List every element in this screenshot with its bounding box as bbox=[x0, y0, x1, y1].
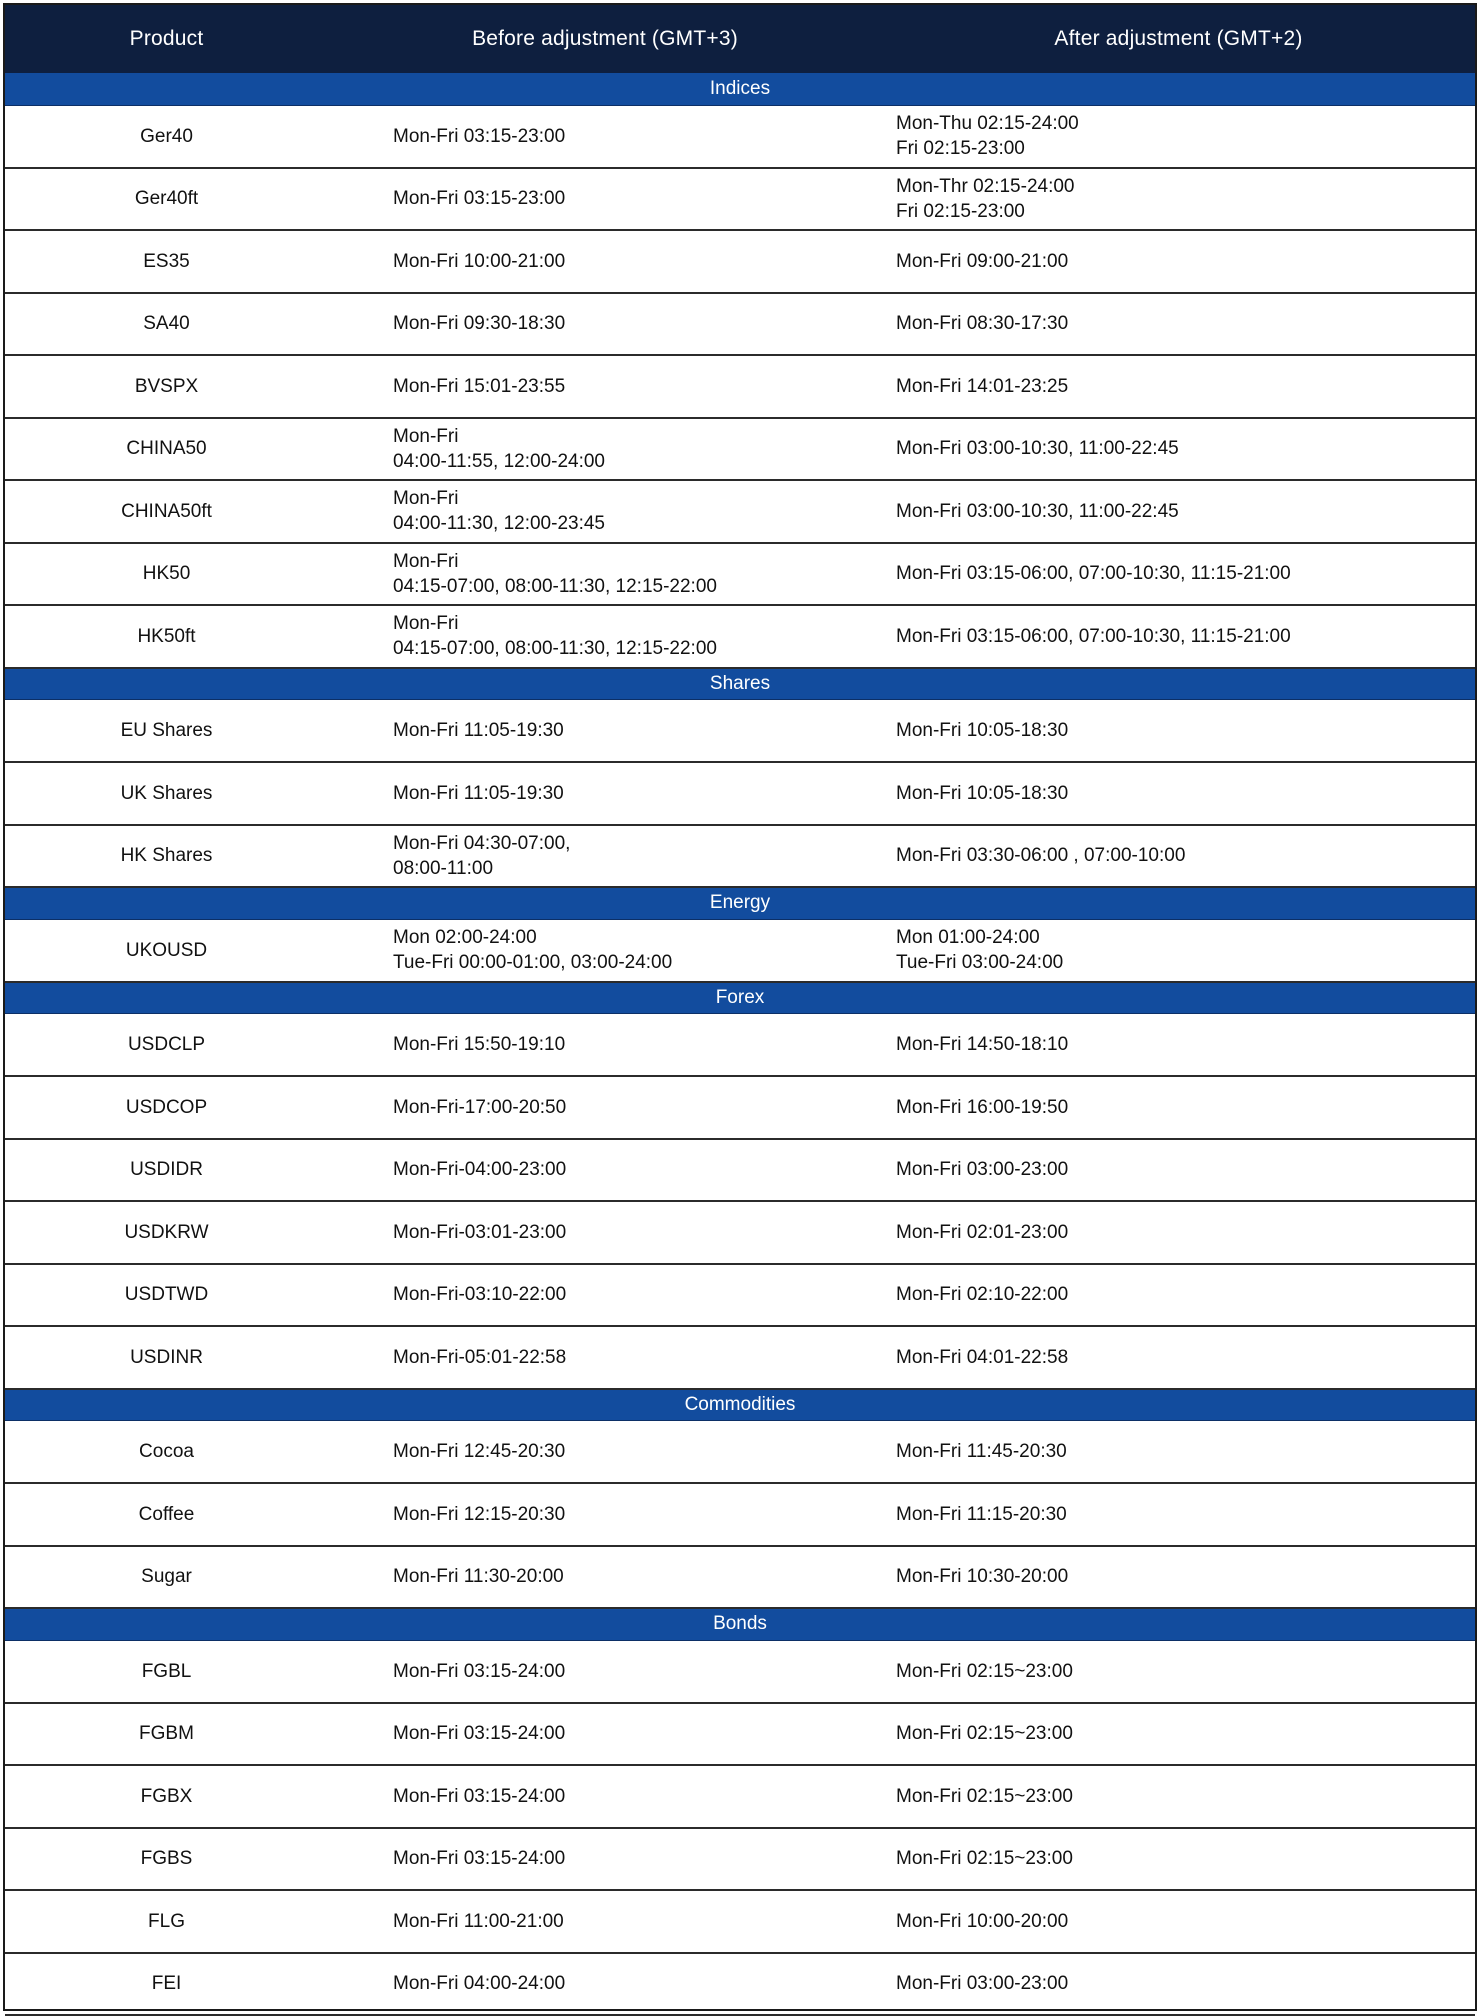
after-adjustment-cell: Mon-Fri 08:30-17:30 bbox=[882, 293, 1475, 356]
section-header-row bbox=[5, 982, 1475, 1014]
before-adjustment-cell: Mon-Fri-03:01-23:00 bbox=[328, 1201, 882, 1264]
table-row bbox=[5, 1139, 1475, 1202]
product-cell: CHINA50 bbox=[5, 418, 328, 481]
section-title: Indices bbox=[5, 73, 1475, 105]
after-adjustment-cell: Mon-Fri 10:05-18:30 bbox=[882, 762, 1475, 825]
after-adjustment-cell: Mon-Fri 14:50-18:10 bbox=[882, 1014, 1475, 1077]
product-cell: ES35 bbox=[5, 230, 328, 293]
product-cell: Ger40 bbox=[5, 105, 328, 168]
after-adjustment-cell: Mon-Fri 16:00-19:50 bbox=[882, 1076, 1475, 1139]
after-adjustment-cell: Mon-Fri 02:15~23:00 bbox=[882, 1828, 1475, 1891]
section-header-row bbox=[5, 1608, 1475, 1640]
after-adjustment-cell: Mon-Fri 10:30-20:00 bbox=[882, 1546, 1475, 1609]
product-cell: USDTWD bbox=[5, 1264, 328, 1327]
after-adjustment-cell: Mon-Fri 03:15-06:00, 07:00-10:30, 11:15-21:00 bbox=[882, 543, 1475, 606]
table-row bbox=[5, 105, 1475, 168]
table-row bbox=[5, 355, 1475, 418]
product-cell: Ger40ft bbox=[5, 168, 328, 231]
table-row bbox=[5, 919, 1475, 982]
table-row bbox=[5, 1953, 1475, 2016]
column-header-product: Product bbox=[5, 5, 328, 73]
table-row bbox=[5, 480, 1475, 543]
table-row bbox=[5, 1014, 1475, 1077]
table-row bbox=[5, 1264, 1475, 1327]
after-adjustment-cell: Mon-Fri 14:01-23:25 bbox=[882, 355, 1475, 418]
before-adjustment-cell: Mon-Fri 11:30-20:00 bbox=[328, 1546, 882, 1609]
table-row bbox=[5, 168, 1475, 231]
table-row bbox=[5, 418, 1475, 481]
after-adjustment-cell: Mon-Fri 03:15-06:00, 07:00-10:30, 11:15-21:00 bbox=[882, 605, 1475, 668]
before-adjustment-cell: Mon-Fri 10:00-21:00 bbox=[328, 230, 882, 293]
table-row bbox=[5, 1765, 1475, 1828]
after-adjustment-cell: Mon-Fri 10:00-20:00 bbox=[882, 1890, 1475, 1953]
section-header-row bbox=[5, 668, 1475, 700]
table-row bbox=[5, 293, 1475, 356]
before-adjustment-cell: Mon-Fri 03:15-24:00 bbox=[328, 1765, 882, 1828]
section-title: Shares bbox=[5, 668, 1475, 700]
before-adjustment-cell: Mon-Fri 04:00-11:55, 12:00-24:00 bbox=[328, 418, 882, 481]
table-row bbox=[5, 1076, 1475, 1139]
product-cell: HK50ft bbox=[5, 605, 328, 668]
after-adjustment-cell: Mon-Fri 11:15-20:30 bbox=[882, 1483, 1475, 1546]
product-cell: SA40 bbox=[5, 293, 328, 356]
product-cell: FGBL bbox=[5, 1640, 328, 1703]
after-adjustment-cell: Mon-Thr 02:15-24:00 Fri 02:15-23:00 bbox=[882, 168, 1475, 231]
after-adjustment-cell: Mon-Fri 03:30-06:00 , 07:00-10:00 bbox=[882, 825, 1475, 888]
after-adjustment-cell: Mon-Fri 03:00-23:00 bbox=[882, 1953, 1475, 2016]
product-cell: Sugar bbox=[5, 1546, 328, 1609]
column-header-after: After adjustment (GMT+2) bbox=[882, 5, 1475, 73]
header-row bbox=[5, 5, 1475, 73]
product-cell: Coffee bbox=[5, 1483, 328, 1546]
product-cell: FGBX bbox=[5, 1765, 328, 1828]
before-adjustment-cell: Mon-Fri 03:15-24:00 bbox=[328, 1703, 882, 1766]
table-row bbox=[5, 1828, 1475, 1891]
table-header bbox=[5, 5, 1475, 73]
table-row bbox=[5, 700, 1475, 763]
after-adjustment-cell: Mon-Fri 10:05-18:30 bbox=[882, 700, 1475, 763]
product-cell: USDIDR bbox=[5, 1139, 328, 1202]
before-adjustment-cell: Mon-Fri 03:15-23:00 bbox=[328, 105, 882, 168]
before-adjustment-cell: Mon-Fri 15:01-23:55 bbox=[328, 355, 882, 418]
before-adjustment-cell: Mon-Fri-03:10-22:00 bbox=[328, 1264, 882, 1327]
before-adjustment-cell: Mon-Fri 11:05-19:30 bbox=[328, 700, 882, 763]
product-cell: USDINR bbox=[5, 1326, 328, 1389]
table-body bbox=[5, 73, 1475, 2015]
table-row bbox=[5, 1326, 1475, 1389]
section-title: Bonds bbox=[5, 1608, 1475, 1640]
before-adjustment-cell: Mon-Fri-04:00-23:00 bbox=[328, 1139, 882, 1202]
trading-hours-table bbox=[5, 5, 1475, 2016]
after-adjustment-cell: Mon-Fri 11:45-20:30 bbox=[882, 1421, 1475, 1484]
table-row bbox=[5, 825, 1475, 888]
before-adjustment-cell: Mon-Fri 04:00-11:30, 12:00-23:45 bbox=[328, 480, 882, 543]
product-cell: FLG bbox=[5, 1890, 328, 1953]
section-title: Commodities bbox=[5, 1389, 1475, 1421]
product-cell: FGBS bbox=[5, 1828, 328, 1891]
before-adjustment-cell: Mon-Fri 03:15-24:00 bbox=[328, 1828, 882, 1891]
trading-hours-table-container bbox=[3, 3, 1477, 2011]
table-row bbox=[5, 543, 1475, 606]
table-row bbox=[5, 1546, 1475, 1609]
after-adjustment-cell: Mon-Fri 03:00-10:30, 11:00-22:45 bbox=[882, 480, 1475, 543]
before-adjustment-cell: Mon-Fri 04:15-07:00, 08:00-11:30, 12:15-22:00 bbox=[328, 605, 882, 668]
after-adjustment-cell: Mon-Fri 02:15~23:00 bbox=[882, 1703, 1475, 1766]
before-adjustment-cell: Mon-Fri 11:00-21:00 bbox=[328, 1890, 882, 1953]
product-cell: UK Shares bbox=[5, 762, 328, 825]
after-adjustment-cell: Mon-Fri 02:10-22:00 bbox=[882, 1264, 1475, 1327]
section-header-row bbox=[5, 1389, 1475, 1421]
table-row bbox=[5, 230, 1475, 293]
after-adjustment-cell: Mon-Fri 02:15~23:00 bbox=[882, 1640, 1475, 1703]
before-adjustment-cell: Mon-Fri 09:30-18:30 bbox=[328, 293, 882, 356]
after-adjustment-cell: Mon-Fri 03:00-23:00 bbox=[882, 1139, 1475, 1202]
product-cell: CHINA50ft bbox=[5, 480, 328, 543]
table-row bbox=[5, 1483, 1475, 1546]
before-adjustment-cell: Mon-Fri 03:15-24:00 bbox=[328, 1640, 882, 1703]
product-cell: FGBM bbox=[5, 1703, 328, 1766]
before-adjustment-cell: Mon-Fri 04:30-07:00, 08:00-11:00 bbox=[328, 825, 882, 888]
product-cell: USDCLP bbox=[5, 1014, 328, 1077]
table-row bbox=[5, 1201, 1475, 1264]
product-cell: FEI bbox=[5, 1953, 328, 2016]
before-adjustment-cell: Mon-Fri-05:01-22:58 bbox=[328, 1326, 882, 1389]
product-cell: USDKRW bbox=[5, 1201, 328, 1264]
table-row bbox=[5, 605, 1475, 668]
table-row bbox=[5, 1421, 1475, 1484]
column-header-before: Before adjustment (GMT+3) bbox=[328, 5, 882, 73]
before-adjustment-cell: Mon-Fri-17:00-20:50 bbox=[328, 1076, 882, 1139]
product-cell: USDCOP bbox=[5, 1076, 328, 1139]
before-adjustment-cell: Mon-Fri 04:00-24:00 bbox=[328, 1953, 882, 2016]
before-adjustment-cell: Mon-Fri 12:15-20:30 bbox=[328, 1483, 882, 1546]
after-adjustment-cell: Mon-Fri 04:01-22:58 bbox=[882, 1326, 1475, 1389]
section-header-row bbox=[5, 887, 1475, 919]
section-title: Energy bbox=[5, 887, 1475, 919]
product-cell: Cocoa bbox=[5, 1421, 328, 1484]
section-title: Forex bbox=[5, 982, 1475, 1014]
before-adjustment-cell: Mon-Fri 15:50-19:10 bbox=[328, 1014, 882, 1077]
before-adjustment-cell: Mon-Fri 04:15-07:00, 08:00-11:30, 12:15-22:00 bbox=[328, 543, 882, 606]
table-row bbox=[5, 1640, 1475, 1703]
before-adjustment-cell: Mon-Fri 11:05-19:30 bbox=[328, 762, 882, 825]
after-adjustment-cell: Mon-Fri 02:01-23:00 bbox=[882, 1201, 1475, 1264]
before-adjustment-cell: Mon-Fri 03:15-23:00 bbox=[328, 168, 882, 231]
after-adjustment-cell: Mon-Thu 02:15-24:00 Fri 02:15-23:00 bbox=[882, 105, 1475, 168]
product-cell: BVSPX bbox=[5, 355, 328, 418]
table-row bbox=[5, 1890, 1475, 1953]
table-row bbox=[5, 1703, 1475, 1766]
before-adjustment-cell: Mon-Fri 12:45-20:30 bbox=[328, 1421, 882, 1484]
product-cell: HK Shares bbox=[5, 825, 328, 888]
after-adjustment-cell: Mon-Fri 02:15~23:00 bbox=[882, 1765, 1475, 1828]
product-cell: EU Shares bbox=[5, 700, 328, 763]
section-header-row bbox=[5, 73, 1475, 105]
after-adjustment-cell: Mon-Fri 03:00-10:30, 11:00-22:45 bbox=[882, 418, 1475, 481]
product-cell: HK50 bbox=[5, 543, 328, 606]
product-cell: UKOUSD bbox=[5, 919, 328, 982]
after-adjustment-cell: Mon-Fri 09:00-21:00 bbox=[882, 230, 1475, 293]
before-adjustment-cell: Mon 02:00-24:00 Tue-Fri 00:00-01:00, 03:00-24:00 bbox=[328, 919, 882, 982]
table-row bbox=[5, 762, 1475, 825]
after-adjustment-cell: Mon 01:00-24:00 Tue-Fri 03:00-24:00 bbox=[882, 919, 1475, 982]
